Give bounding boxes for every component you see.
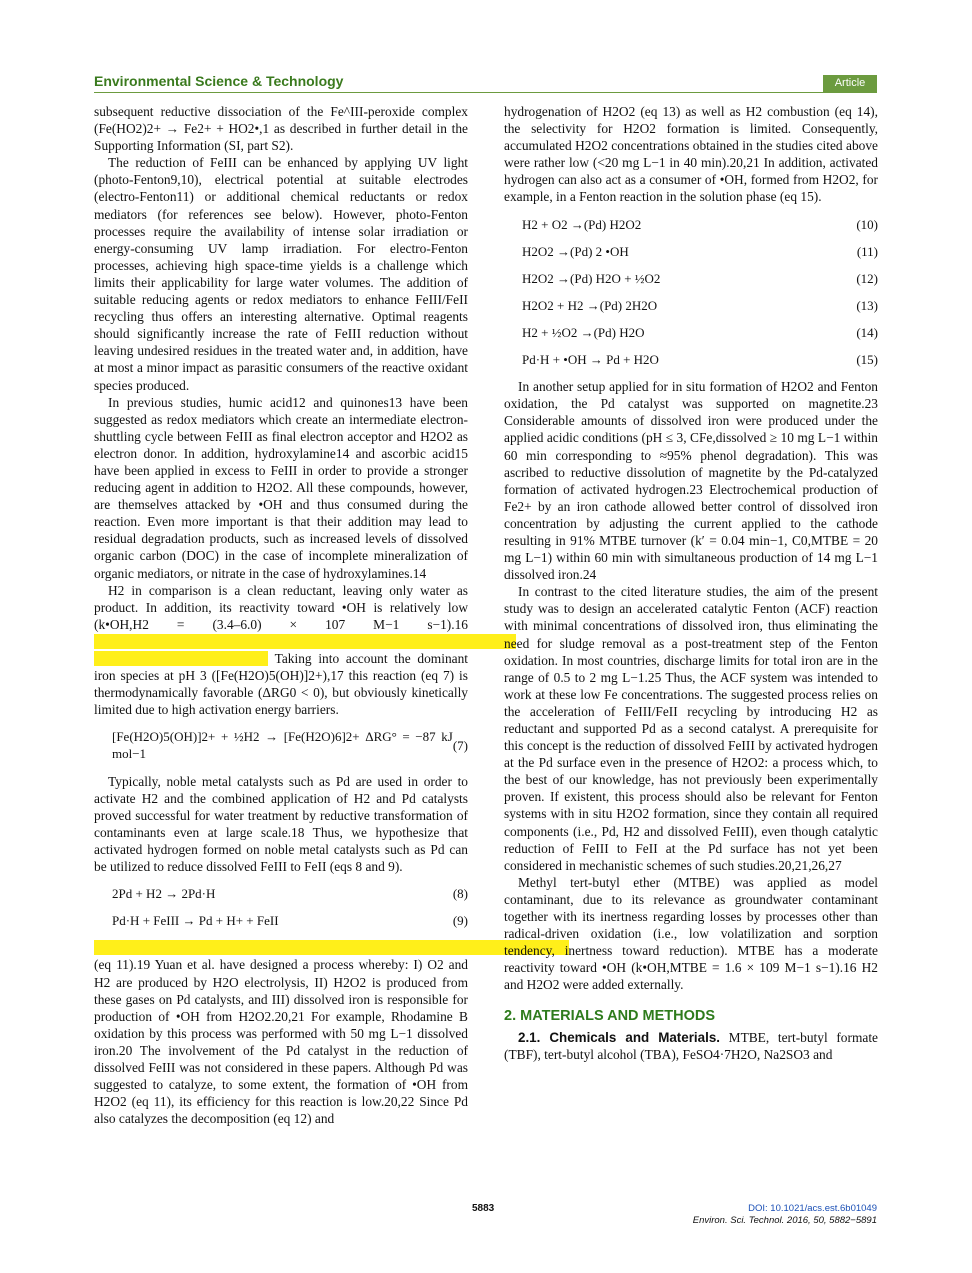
highlight-mark [94, 651, 268, 666]
subsection-heading: 2.1. Chemicals and Materials. [518, 1029, 720, 1045]
left-paragraph-4a-text: H2 in comparison is a clean reductant, leaving only water as product. In addition, its reactivity toward •OH is relatively low (k•OH,H2 = (3.4–6.0) × 107 M−1 s−1).16 [94, 582, 468, 632]
journal-title[interactable]: Environmental Science & Technology [94, 73, 344, 89]
equation-10 [504, 216, 878, 233]
equation-13-number: (13) [856, 297, 878, 313]
equation-15-formula: Pd·H + •OH → Pd + H2O [522, 352, 659, 368]
left-paragraph-3: In previous studies, humic acid12 and quinones13 have been suggested as redox mediators which create an intermediate electron-shuttling cycle between FeIII as final electron acceptor and H2O2 as electron donor. In addition, hydroxylamine14 and ascorbic acid15 have been applied in excess to FeIII in order to provide a stronger reducing agent in addition to H2O2. All these compounds, however, are themselves attacked by •OH and thus consumed during the reaction. Even more important is that their addition may lead to residual degradation products, such as increased levels of dissolved organic carbon (DOC) in the case of incomplete mineralization of organic mediators, or nitrate in the case of hydroxylamines.14 [94, 394, 468, 581]
left-paragraph-1: subsequent reductive dissociation of the Fe^III-peroxide complex (Fe(HO2)2+ → Fe2+ + HO2•,1 as described in further detail in the Supporting Information (SI, part S2). [94, 104, 468, 154]
equation-12-formula: H2O2 →(Pd) H2O + ½O2 [522, 270, 661, 286]
equation-7-number: (7) [452, 737, 468, 753]
right-paragraph-1: hydrogenation of H2O2 (eq 13) as well as H2 combustion (eq 14), the selectivity for H2O2 formation is limited. Consequently, accumulated H2O2 concentrations obtained in the studies cited above were rather low (<20 mg L−1 in 40 min).20,21 In addition, activated hydrogen can also act as a consumer of •OH, formed from H2O2, for example, in a Fenton reaction in the solution phase (eq 15). [504, 104, 878, 205]
article-label: Article [823, 75, 877, 92]
highlight-mark [94, 634, 516, 649]
equation-12-number: (12) [856, 270, 878, 286]
equation-15 [504, 351, 878, 368]
equation-13 [504, 297, 878, 314]
equation-7 [94, 728, 468, 762]
doi-link[interactable]: DOI: 10.1021/acs.est.6b01049 [748, 1203, 877, 1214]
left-paragraph-2: The reduction of FeIII can be enhanced by applying UV light (photo-Fenton9,10), electrical potential at suitable electrodes (electro-Fenton11) or additional chemical reductants or redox mediators (for references see below). However, photo-Fenton processes require the availability of intense solar irradiation or energy-consuming UV lamp irradiation. For electro-Fenton processes, achieving high space-time yields is a challenge which limits their applicability for large water volumes. The addition of suitable reducing agents or redox mediators to enhance FeIII/FeII recycling thus offers an interesting alternative. Optimal reagents should significantly increase the rate of FeIII reduction without leaving undesired residues in the treated water and, in addition, have at most a minor impact as parasitic consumers of the reactive oxidant species produced. [94, 155, 468, 393]
left-column [94, 103, 468, 1127]
equation-14 [504, 324, 878, 341]
right-paragraph-2: In another setup applied for in situ formation of H2O2 and Fenton oxidation, the Pd catalyst was supported on magnetite.23 Considerable amounts of dissolved iron were produced under the applied acidic conditions (pH ≤ 3, CFe,dissolved ≥ 10 mg L−1 within 60 min corresponding to ≈95% phenol degradation). This was ascribed to reductive dissolution of magnetite by the Pd-catalyzed formation of activated hydrogen.23 Electrochemical production of Fe2+ by an iron cathode allowed better control of dissolved iron concentration by adjusting the current applied to the cathode resulting in 91% MTBE turnover (k′ = 0.04 min−1, C0,MTBE = 20 mg L−1) within 60 min with simultaneous production of 14 mg L−1 dissolved iron.24 [504, 379, 878, 583]
page-number: 5883 [472, 1203, 495, 1214]
equation-12 [504, 270, 878, 287]
equation-8-number: (8) [452, 886, 468, 902]
equation-13-formula: H2O2 + H2 →(Pd) 2H2O [522, 297, 658, 313]
header-rule [94, 92, 877, 93]
equation-9-number: (9) [452, 913, 468, 929]
left-paragraph-4a [94, 582, 468, 650]
equation-14-number: (14) [856, 324, 878, 340]
equation-15-number: (15) [856, 352, 878, 368]
right-paragraph-3: In contrast to the cited literature studies, the aim of the present study was to design an accelerated catalytic Fenton (ACF) reaction with minimal concentrations of dissolved iron, thus eliminating the need for sludge removal as a post-treatment step of the Fenton oxidation. In most countries, discharge limits for total iron are in the range of 0.5 to 2 mg L−1.25 Thus, the ACF system was intended to work at these low Fe concentrations. The suggested process relies on the acceleration of FeIII/FeII recycling by introducing H2 as reductant and supported Pd as a second catalyst. A prerequisite for this concept is the reduction of dissolved FeIII by activated hydrogen at the Pd surface even in the presence of H2O2: a process which, to the best of our knowledge, has not previously been experimentally proven. If existent, this process should also be relevant for Fenton systems with in situ H2O2 formation, since they contain all required components (i.e., Pd, H2 and dissolved FeIII), even though catalytic reduction of FeIII to FeII at the Pd surface has not yet been considered in mechanistic schemes of such studies.20,21,26,27 [504, 584, 878, 873]
equation-8-formula: 2Pd + H2 → 2Pd·H [112, 886, 216, 902]
right-paragraph-5-text: MTBE, tert-butyl formate (TBF), tert-butyl alcohol (TBA), FeSO4·7H2O, Na2SO3 and [504, 1029, 878, 1062]
footer-doi-block [693, 1203, 877, 1227]
left-paragraph-4b-text: Taking into account the dominant iron species at pH 3 ([Fe(H2O)5(OH)]2+),17 this reaction (eq 7) is thermodynamically favorable (ΔRG0 < 0), but obviously kinetically limited due to high activation energy barriers. [94, 651, 468, 718]
equation-11 [504, 243, 878, 260]
right-column [504, 103, 878, 1063]
equation-8 [94, 885, 468, 902]
equation-10-number: (10) [856, 216, 878, 232]
right-paragraph-4: Methyl tert-butyl ether (MTBE) was applied as model contaminant, due to its relevance as groundwater contaminant together with its inertness regarding losses by processes other than radical-driven oxidation (i.e., low volatilization and sorption tendency, inertness toward reduction). MTBE has a moderate reactivity toward •OH (k•OH,MTBE = 1.6 × 109 M−1 s−1).16 H2 and H2O2 were added externally. [504, 874, 878, 993]
right-paragraph-5 [504, 1029, 878, 1063]
left-paragraph-6 [94, 939, 468, 1127]
equation-11-formula: H2O2 →(Pd) 2 •OH [522, 243, 629, 259]
left-paragraph-4b [94, 650, 468, 718]
section-heading: 2. MATERIALS AND METHODS [504, 1007, 716, 1024]
left-paragraph-5: Typically, noble metal catalysts such as Pd are used in order to activate H2 and the combined application of H2 and Pd catalysts proved successful for water treatment by reductive transformation of contaminants even at large scale.18 Thus, we hypothesize that activated hydrogen formed on noble metal catalysts such as Pd can be utilized to reduce dissolved FeIII to FeII (eqs 8 and 9). [94, 773, 468, 875]
equation-9-formula: Pd·H + FeIII → Pd + H+ + FeII [112, 913, 279, 929]
highlight-mark [94, 940, 569, 955]
equation-11-number: (11) [856, 243, 878, 259]
left-paragraph-6-text: (eq 11).19 Yuan et al. have designed a process whereby: I) O2 and H2 are produced by H2O electrolysis, II) H2O2 is produced from these gases on Pd catalysts, and III) dissolved iron is responsible for production of •OH from H2O2.20,21 For example, Rhodamine B oxidation by this process was performed with 50 mg L−1 dissolved iron.20 The involvement of the Pd catalyst in the reduction of dissolved FeIII was not considered in these papers. Although Pd was suggested to catalyze, to some extent, the formation of •OH from H2O2 (eq 11), its efficiency for this reaction is low.20,22 Since Pd also catalyzes the decomposition (eq 12) and [94, 957, 468, 1127]
equation-7-formula: [Fe(H2O)5(OH)]2+ + ½H2 → [Fe(H2O)6]2+ ΔRG° = −87 kJ mol−1 [112, 729, 453, 762]
citation: Environ. Sci. Technol. 2016, 50, 5882−5891 [692, 1215, 877, 1226]
equation-10-formula: H2 + O2 →(Pd) H2O2 [522, 216, 642, 232]
equation-9 [94, 912, 468, 929]
equation-14-formula: H2 + ½O2 →(Pd) H2O [522, 324, 645, 340]
